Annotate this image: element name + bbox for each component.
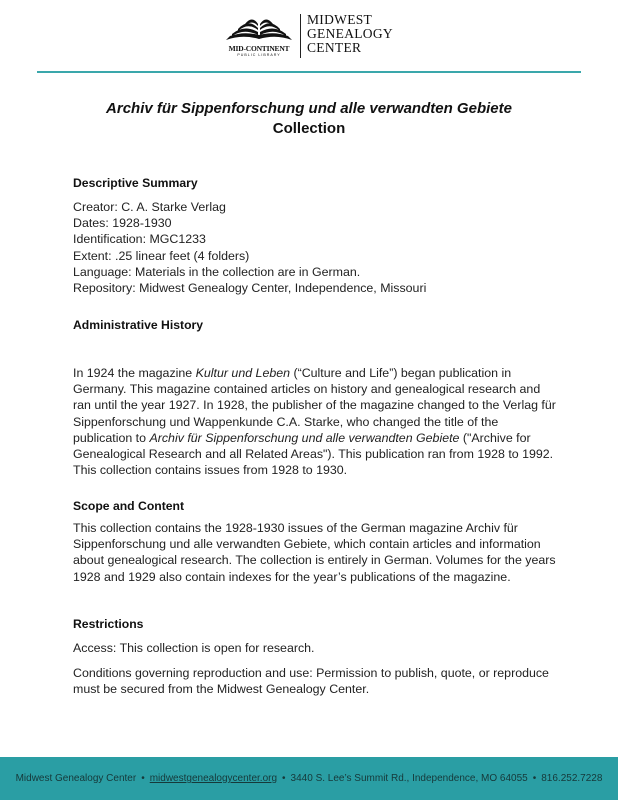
separator: • [532,773,537,784]
access-statement: Access: This collection is open for research. [73,641,315,655]
administrative-history-text [73,365,556,478]
footer-contact [0,773,618,784]
mid-continent-logo [222,14,296,58]
separator: • [282,773,286,784]
document-title [0,99,618,139]
open-book-icon [222,14,296,44]
conditions-line: Conditions governing reproduction and use: Permission to publish, quote, or reproduce [73,666,549,680]
history-line: Sippenforschung und Wappenkunde C.A. Starke, who changed the title of the [73,414,499,429]
center-name-line: MIDWEST [307,12,373,27]
scope-line: 1928 and 1929 also contain indexes for the year’s publications of the magazine. [73,569,511,584]
scope-line: about genealogical research. The collection is entirely in German. Volumes for the years [73,553,556,568]
title-line-1: Archiv für Sippenforschung und alle verwandten Gebiete [106,100,512,117]
text: publication to [73,430,150,445]
history-line: Genealogical Research and all Related Areas"). This publication ran from 1928 to 1992. [73,447,554,462]
heading-descriptive-summary: Descriptive Summary [73,176,198,190]
scope-and-content-text [73,520,556,585]
logo-divider [300,14,301,58]
title-line-2: Collection [272,120,346,137]
descriptive-summary-list [73,199,553,296]
text: ("Archive for [459,430,531,445]
heading-administrative-history: Administrative History [73,318,204,332]
library-subtitle: PUBLIC LIBRARY [237,53,281,57]
letterhead [0,10,618,60]
header-rule [37,71,581,73]
history-line [73,365,553,381]
heading-scope-and-content: Scope and Content [73,499,185,513]
library-name: MID-CONTINENT [228,44,290,53]
center-name [307,13,393,56]
footer-band [0,757,618,800]
history-line: Germany. This magazine contained articles on history and genealogical research and [73,382,541,397]
summary-extent: Extent: .25 linear feet (4 folders) [73,248,250,263]
heading-restrictions: Restrictions [73,617,144,631]
footer-address: 3440 S. Lee’s Summit Rd., Independence, MO 64055 [290,773,528,784]
summary-identification: Identification: MGC1233 [73,232,206,247]
center-name-line: CENTER [307,40,362,56]
text: In 1924 the magazine [73,366,196,380]
history-line [73,430,553,446]
summary-language: Language: Materials in the collection are in German. [73,264,361,279]
history-line: ran until the year 1927. In 1928, the publisher of the magazine changed to the Verlag für [73,398,556,413]
footer-org-name: Midwest Genealogy Center [15,773,137,784]
website-link[interactable]: midwestgenealogycenter.org [149,773,278,784]
magazine-title: Archiv für Sippenforschung und alle verwandten Gebiete [149,430,460,445]
conditions-line: must be secured from the Midwest Genealogy Center. [73,682,370,697]
scope-line: This collection contains the 1928-1930 issues of the German magazine Archiv für [73,521,518,535]
history-line: This collection contains issues from 1928 to 1930. [73,463,348,478]
summary-dates: Dates: 1928-1930 [73,216,172,231]
text: (“Culture and Life”) began publication in [290,366,512,380]
footer-phone: 816.252.7228 [541,773,603,784]
center-name-line: GENEALOGY [307,26,393,42]
magazine-title: Kultur und Leben [195,366,291,380]
scope-line: Sippenforschung und alle verwandten Gebiete, which contain articles and information [73,537,541,552]
separator: • [141,773,145,784]
restrictions-conditions [73,665,553,697]
restrictions-access [73,640,553,656]
summary-repository: Repository: Midwest Genealogy Center, Independence, Missouri [73,281,427,296]
summary-creator: Creator: C. A. Starke Verlag [73,200,226,214]
